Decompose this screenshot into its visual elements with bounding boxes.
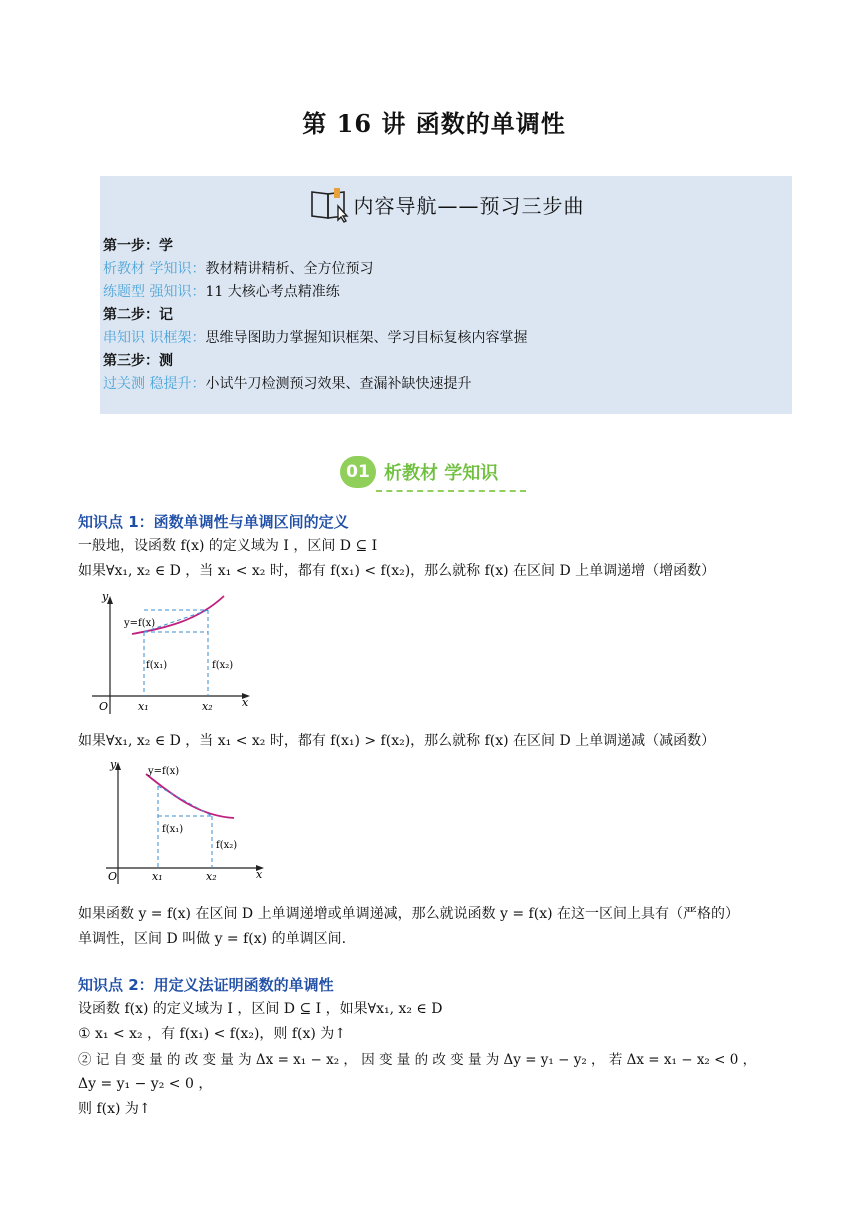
guide-row-framework xyxy=(103,327,527,347)
y-axis-label: y xyxy=(110,758,117,771)
x-axis-label: x xyxy=(242,696,249,709)
section-title: 析教材 学知识 xyxy=(384,463,499,484)
kp1-line-1: 一般地，设函数 f(x) 的定义域为 I ，区间 D ⊆ I xyxy=(78,538,378,554)
guide-row-practice xyxy=(103,281,340,301)
page-title: 第 16 讲 函数的单调性 xyxy=(302,109,566,138)
guide-row-text: 教材精讲精析、全方位预习 xyxy=(205,261,374,277)
kp1-line-4: 如果函数 y = f(x) 在区间 D 上单调递增或单调递减，那么就说函数 y = f(x) 在这一区间上具有（严格的） xyxy=(78,906,740,922)
knowledge-point-2-title: 知识点 2：用定义法证明函数的单调性 xyxy=(78,976,334,994)
decreasing-function-graph xyxy=(98,756,274,888)
fx1-label: f(x₁) xyxy=(162,824,184,835)
x2-tick-label: x₂ xyxy=(202,700,213,713)
kp1-line-2: 如果∀x₁, x₂ ∈ D ，当 x₁ < x₂ 时，都有 f(x₁) < f(x₂)，那么就称 f(x) 在区间 D 上单调递增（增函数） xyxy=(78,563,716,579)
guide-header xyxy=(100,184,792,224)
increasing-function-graph xyxy=(84,588,260,720)
x1-tick-label: x₁ xyxy=(138,700,149,713)
guide-row-text: 小试牛刀检测预习效果、查漏补缺快速提升 xyxy=(205,376,472,392)
x-axis-label: x xyxy=(256,868,263,881)
guide-row-text: 思维导图助力掌握知识框架、学习目标复核内容掌握 xyxy=(205,330,528,346)
guide-row-highlight: 析教材 学知识： xyxy=(103,261,206,277)
kp1-line-5: 单调性，区间 D 叫做 y = f(x) 的单调区间. xyxy=(78,931,347,947)
kp2-line-5: 则 f(x) 为↑ xyxy=(78,1101,151,1117)
guide-row-test xyxy=(103,373,471,393)
curve-label: y=f(x) xyxy=(148,766,180,777)
x2-tick-label: x₂ xyxy=(206,870,217,883)
kp2-line-4: Δy = y₁ − y₂ < 0 ， xyxy=(78,1076,213,1092)
fx2-label: f(x₂) xyxy=(216,840,238,851)
guide-row-highlight: 串知识 识框架： xyxy=(103,330,206,346)
fx2-label: f(x₂) xyxy=(212,660,234,671)
section-banner xyxy=(340,454,530,494)
section-underline xyxy=(376,490,526,492)
guide-header-text: 内容导航——预习三步曲 xyxy=(353,193,585,218)
kp2-line-1: 设函数 f(x) 的定义域为 I ，区间 D ⊆ I ，如果∀x₁, x₂ ∈ D xyxy=(78,1001,443,1017)
kp1-line-3: 如果∀x₁, x₂ ∈ D ，当 x₁ < x₂ 时，都有 f(x₁) > f(x₂)，那么就称 f(x) 在区间 D 上单调递减（减函数） xyxy=(78,733,716,749)
kp2-line-2: ① x₁ < x₂ ，有 f(x₁) < f(x₂)，则 f(x) 为↑ xyxy=(78,1026,347,1042)
origin-label: O xyxy=(99,700,109,713)
section-number-badge: 01 xyxy=(340,456,376,488)
x1-tick-label: x₁ xyxy=(152,870,163,883)
step-3-title: 第三步：测 xyxy=(103,353,173,369)
book-click-icon xyxy=(308,184,352,224)
guide-row-learn xyxy=(103,258,373,278)
knowledge-point-1-title: 知识点 1：函数单调性与单调区间的定义 xyxy=(78,513,349,531)
origin-label: O xyxy=(108,870,118,883)
step-2-title: 第二步：记 xyxy=(103,307,173,323)
guide-row-highlight: 过关测 稳提升： xyxy=(103,376,206,392)
kp2-line-3: ② 记 自 变 量 的 改 变 量 为 Δx = x₁ − x₂ ， 因 变 量 的 改 变 量 为 Δy = y₁ − y₂ ， 若 Δx = x₁ − x₂ < 0 ， xyxy=(78,1052,757,1068)
decreasing-curve xyxy=(146,774,234,818)
curve-label: y=f(x) xyxy=(124,618,156,629)
secant-line xyxy=(158,786,212,816)
guide-row-text: 11 大核心考点精准练 xyxy=(205,284,340,300)
guide-row-highlight: 练题型 强知识： xyxy=(103,284,206,300)
y-axis-label: y xyxy=(102,590,109,603)
content-guide-box xyxy=(100,176,792,414)
step-1-title: 第一步：学 xyxy=(103,238,173,254)
fx1-label: f(x₁) xyxy=(146,660,168,671)
